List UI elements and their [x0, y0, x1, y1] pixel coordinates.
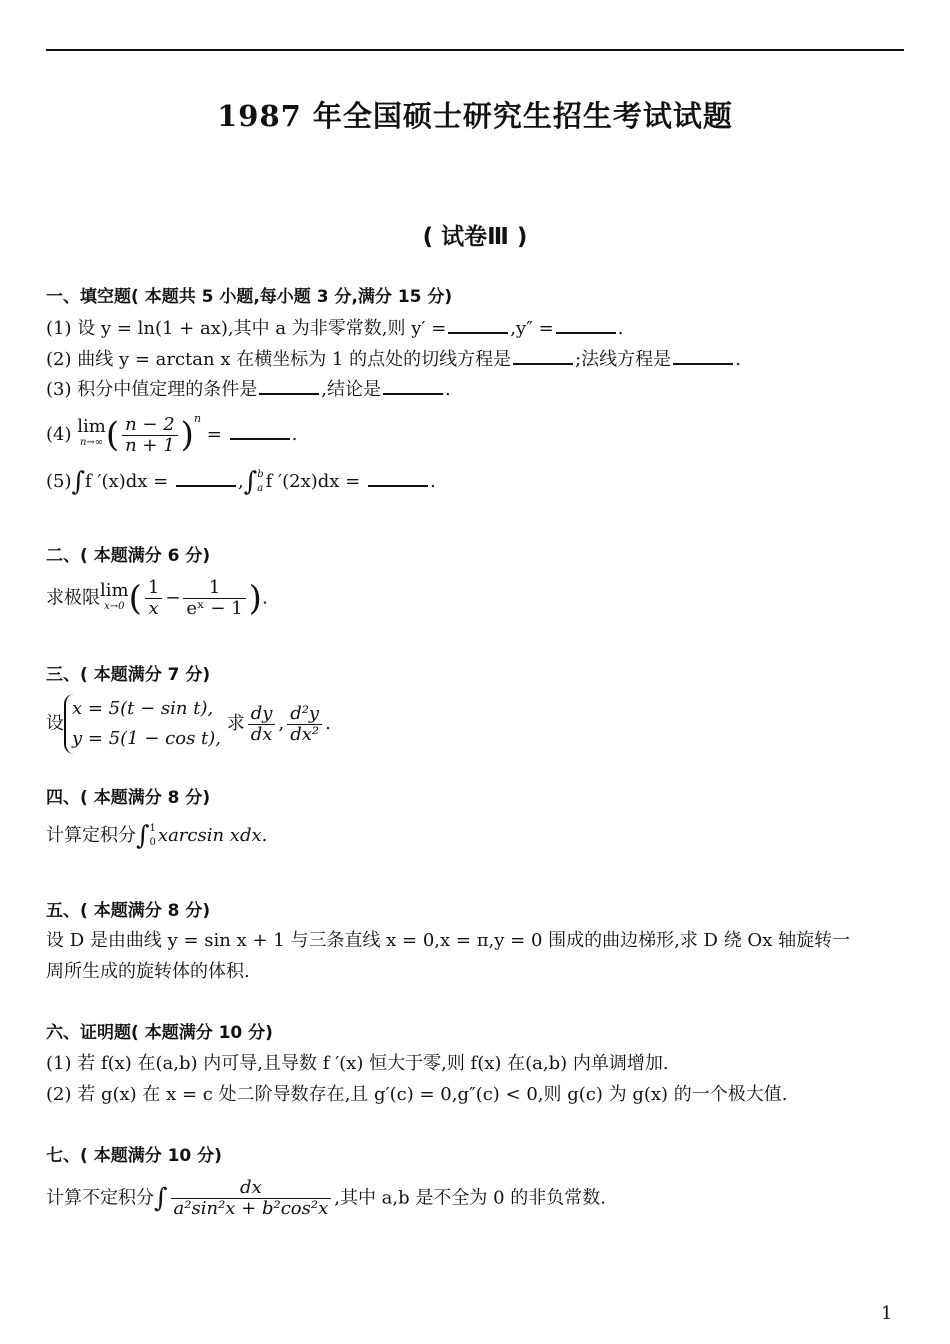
integral-sign: ∫	[243, 467, 258, 497]
integral-sign: ∫	[71, 467, 86, 497]
integral-sign: ∫	[154, 1183, 168, 1214]
question-5-line-1: 设 D 是由曲线 y = sin x + 1 与三条直线 x = 0,x = π,y = 0 围成的曲边梯形,求 D 绕 Ox 轴旋转一	[46, 930, 851, 951]
question-1-3: (3) 积分中值定理的条件是 ,结论是 .	[46, 379, 451, 400]
section-6-header: 六、证明题( 本题满分 10 分)	[46, 1023, 273, 1043]
answer-blank	[368, 469, 428, 487]
section-7-header: 七、( 本题满分 10 分)	[46, 1146, 222, 1166]
question-3: 设x = 5(t − sin t), y = 5(1 − cos t), 求 $\frac{dy}{dx}$ , $\frac{\text{d²y}}{\text{dx²}}$ .	[46, 694, 331, 754]
paper-subtitle: ( 试卷Ⅲ )	[422, 224, 528, 250]
answer-blank	[513, 347, 573, 365]
limit-operator: lim x→0	[100, 579, 129, 612]
question-1-4: (4) lim n→∞ ( $\frac{n - 2}{n + 1}$ )$^n$ = .	[46, 412, 298, 456]
top-rule	[46, 49, 904, 51]
question-6-1: (1) 若 f(x) 在(a,b) 内可导,且导数 f ′(x) 恒大于零,则 f(x) 在(a,b) 内单调增加.	[46, 1053, 669, 1074]
section-2-header: 二、( 本题满分 6 分)	[46, 546, 211, 566]
answer-blank	[556, 316, 616, 334]
answer-blank	[176, 469, 236, 487]
question-1-1: (1) 设 y = ln(1 + ax),其中 a 为非零常数,则 y′ = ,y″ = .	[46, 318, 624, 339]
question-6-2: (2) 若 g(x) 在 x = c 处二阶导数存在,且 g′(c) = 0,g″(c) < 0,则 g(c) 为 g(x) 的一个极大值.	[46, 1084, 788, 1105]
question-4: 计算定积分∫1 0 xarcsin xdx.	[46, 821, 268, 851]
question-7: 计算不定积分∫ $\frac{dx}{\text{a²sin²x + b²cos²x}}$ ,其中 a,b 是不全为 0 的非负常数.	[46, 1177, 606, 1219]
section-5-header: 五、( 本题满分 8 分)	[46, 901, 211, 921]
answer-blank	[230, 422, 290, 440]
fraction: $\frac{n - 2}{n + 1}$	[122, 415, 178, 456]
question-5-line-2: 周所生成的旋转体的体积.	[46, 961, 250, 982]
section-4-header: 四、( 本题满分 8 分)	[46, 788, 211, 808]
page-number: 1	[881, 1303, 893, 1324]
question-1-5: (5)∫f ′(x)dx = ,∫b a f ′(2x)dx = .	[46, 467, 436, 497]
section-1-header: 一、填空题( 本题共 5 小题,每小题 3 分,满分 15 分)	[46, 287, 453, 307]
integral-sign: ∫	[136, 821, 150, 851]
limit-operator: lim n→∞	[77, 416, 106, 448]
equation-system: x = 5(t − sin t), y = 5(1 − cos t),	[64, 694, 221, 754]
question-1-2: (2) 曲线 y = arctan x 在横坐标为 1 的点处的切线方程是 ;法线方程是 .	[46, 349, 741, 370]
section-3-header: 三、( 本题满分 7 分)	[46, 665, 211, 685]
question-2: 求极限lim x→0 ( $\frac{1}{x}$ − $\frac{1}{\text{eˣ − 1}}$ ).	[46, 577, 268, 619]
answer-blank	[383, 377, 443, 395]
answer-blank	[259, 377, 319, 395]
page-title: 1987 年全国硕士研究生招生考试试题	[217, 99, 733, 133]
answer-blank	[673, 347, 733, 365]
answer-blank	[448, 316, 508, 334]
